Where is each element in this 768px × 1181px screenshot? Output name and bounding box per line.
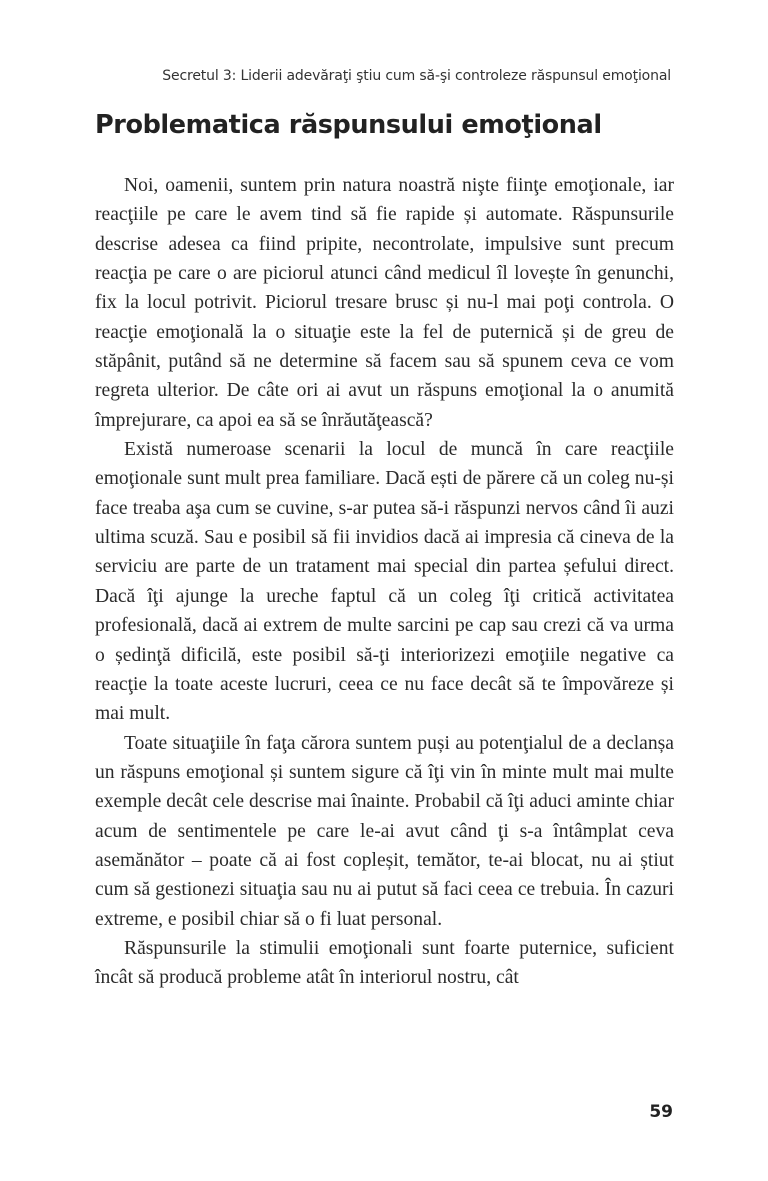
paragraph-1: Noi, oamenii, suntem prin natura noastră nişte fiinţe emoţionale, iar reacţiile pe care le avem tind să fie rapide și automate. Răspunsurile descrise adesea ca fiind pripite, necontrolate, impulsive sunt precum reacţia pe care o are piciorul atunci când medicul îl lovește în genunchi, fix la locul potrivit. Piciorul tresare brusc și nu-l mai poţi controla. O reacţie emoţională la o situaţie este la fel de puternică și de greu de stăpânit, putând să ne determine să facem sau să spunem ceva ce vom regreta ulterior. De câte ori ai avut un răspuns emoţional la o anumită împrejurare, ca apoi ea să se înrăutăţească? (95, 175, 674, 431)
section-title: Problematica răspunsului emoţional (95, 110, 602, 140)
page-number: 59 (649, 1102, 673, 1122)
running-header: Secretul 3: Liderii adevăraţi ştiu cum să-şi controleze răspunsul emoţional (162, 68, 671, 84)
paragraph-2: Există numeroase scenarii la locul de muncă în care reacţiile emoţionale sunt mult prea familiare. Dacă ești de părere că un coleg nu-și face treaba aşa cum se cuvine, s-ar putea să-i răspunzi nervos când îi auzi ultima scuză. Sau e posibil să fii invidios dacă ai impresia că cineva de la serviciu are parte de un tratament mai special din partea șefului direct. Dacă îţi ajunge la ureche faptul că un coleg îţi critică activitatea profesională, dacă ai extrem de multe sarcini pe cap sau crezi că va urma o ședinţă dificilă, este posibil să-ţi interiorizezi emoţiile negative ca reacţie la toate aceste lucruri, ceea ce nu face decât să te împovăreze și mai mult. (95, 439, 674, 725)
paragraph-3: Toate situaţiile în faţa cărora suntem puși au potenţialul de a declanșa un răspuns emoţional și suntem sigure că îţi vin în minte mult mai multe exemple decât cele descrise mai înainte. Probabil că îţi aduci aminte chiar acum de sentimentele pe care le-ai avut când ţi s-a întâmplat ceva asemănător – poate că ai fost copleșit, temător, te-ai blocat, nu ai știut cum să gestionezi situaţia sau nu ai putut să faci ceea ce trebuia. În cazuri extreme, e posibil chiar să o fi luat personal. (95, 732, 674, 930)
paragraph-4: Răspunsurile la stimulii emoţionali sunt foarte puternice, suficient încât să producă probleme atât în interiorul nostru, cât (95, 937, 674, 989)
body-text (95, 171, 674, 993)
